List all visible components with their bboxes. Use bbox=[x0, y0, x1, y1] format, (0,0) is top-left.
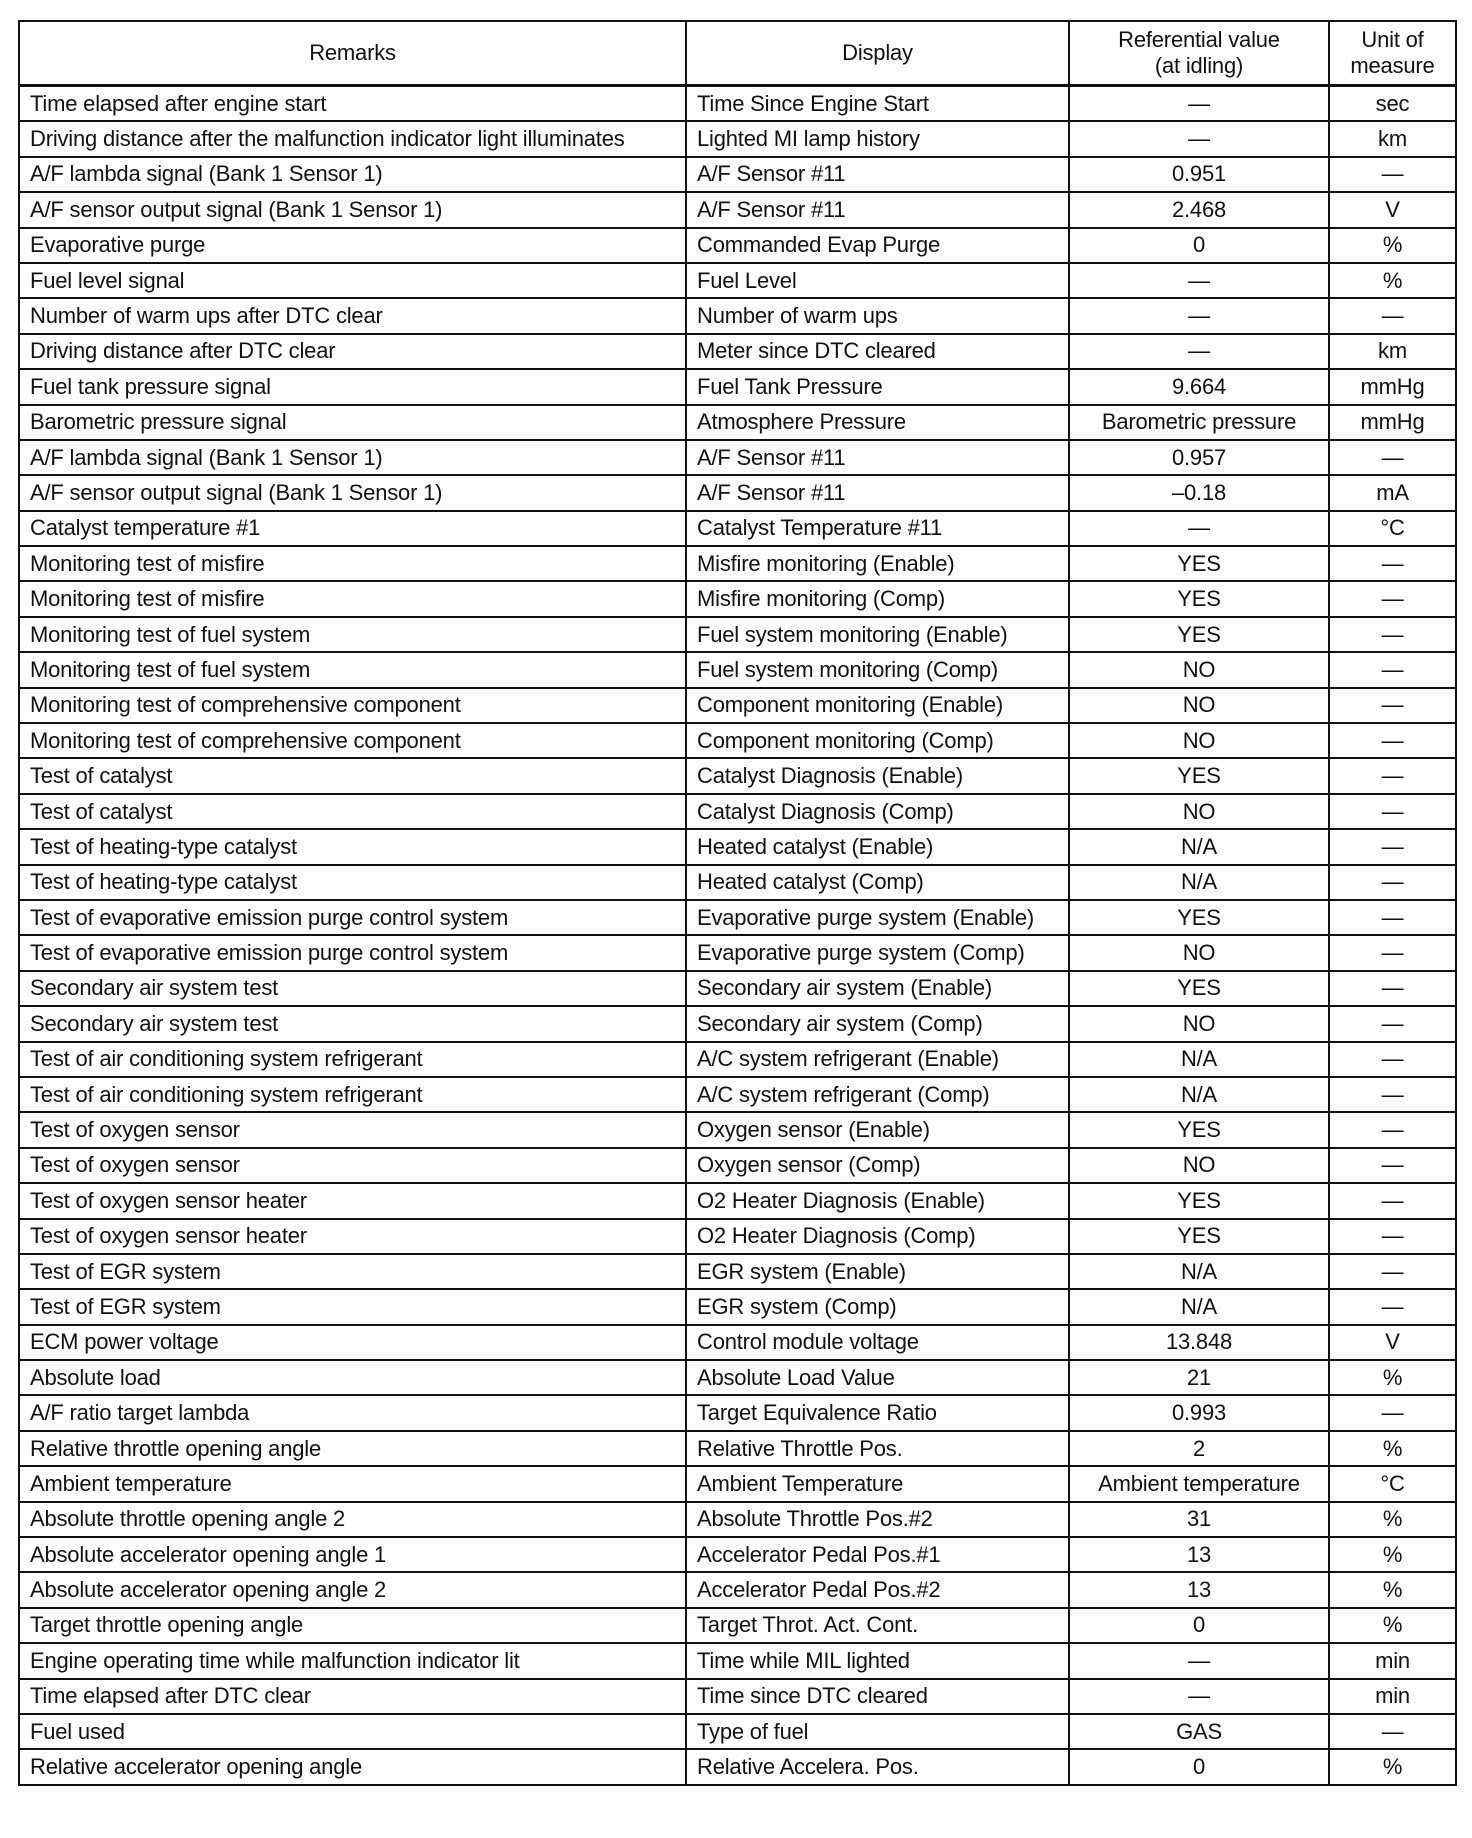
display-cell: Meter since DTC cleared bbox=[686, 334, 1069, 369]
unit-cell: — bbox=[1329, 546, 1456, 581]
unit-cell: % bbox=[1329, 1572, 1456, 1607]
display-cell: Secondary air system (Enable) bbox=[686, 971, 1069, 1006]
table-row bbox=[19, 298, 1456, 333]
unit-cell: — bbox=[1329, 1077, 1456, 1112]
unit-cell: — bbox=[1329, 1219, 1456, 1254]
referential-value-cell: N/A bbox=[1069, 1077, 1329, 1112]
table-row bbox=[19, 1537, 1456, 1572]
table-row bbox=[19, 1183, 1456, 1218]
referential-value-cell: GAS bbox=[1069, 1714, 1329, 1749]
table-row bbox=[19, 1042, 1456, 1077]
display-cell: Accelerator Pedal Pos.#2 bbox=[686, 1572, 1069, 1607]
table-row bbox=[19, 1219, 1456, 1254]
referential-value-cell: NO bbox=[1069, 688, 1329, 723]
display-cell: A/F Sensor #11 bbox=[686, 192, 1069, 227]
table-row bbox=[19, 1077, 1456, 1112]
remarks-cell: Monitoring test of misfire bbox=[19, 581, 686, 616]
referential-value-cell: 0.951 bbox=[1069, 157, 1329, 192]
display-cell: Commanded Evap Purge bbox=[686, 228, 1069, 263]
table-row bbox=[19, 971, 1456, 1006]
table-row bbox=[19, 1395, 1456, 1430]
display-cell: EGR system (Enable) bbox=[686, 1254, 1069, 1289]
table-row bbox=[19, 86, 1456, 122]
display-cell: Time Since Engine Start bbox=[686, 86, 1069, 122]
display-cell: Fuel system monitoring (Enable) bbox=[686, 617, 1069, 652]
remarks-cell: Test of air conditioning system refrigerant bbox=[19, 1077, 686, 1112]
table-row bbox=[19, 1643, 1456, 1678]
referential-value-cell: NO bbox=[1069, 1006, 1329, 1041]
unit-cell: — bbox=[1329, 971, 1456, 1006]
referential-value-cell: NO bbox=[1069, 1148, 1329, 1183]
parameter-table bbox=[18, 20, 1457, 1786]
unit-cell: — bbox=[1329, 1042, 1456, 1077]
referential-value-cell: YES bbox=[1069, 1219, 1329, 1254]
display-cell: A/C system refrigerant (Enable) bbox=[686, 1042, 1069, 1077]
table-row bbox=[19, 1325, 1456, 1360]
table-row bbox=[19, 688, 1456, 723]
table-row bbox=[19, 1679, 1456, 1714]
header-remarks: Remarks bbox=[19, 21, 686, 86]
display-cell: Oxygen sensor (Enable) bbox=[686, 1112, 1069, 1147]
table-row bbox=[19, 794, 1456, 829]
display-cell: A/F Sensor #11 bbox=[686, 440, 1069, 475]
remarks-cell: Secondary air system test bbox=[19, 1006, 686, 1041]
display-cell: Accelerator Pedal Pos.#1 bbox=[686, 1537, 1069, 1572]
referential-value-cell: 2.468 bbox=[1069, 192, 1329, 227]
unit-cell: % bbox=[1329, 1502, 1456, 1537]
unit-cell: — bbox=[1329, 157, 1456, 192]
header-unit-line2: measure bbox=[1350, 53, 1435, 78]
unit-cell: km bbox=[1329, 121, 1456, 156]
unit-cell: sec bbox=[1329, 86, 1456, 122]
header-ref-line1: Referential value bbox=[1118, 27, 1280, 52]
referential-value-cell: 2 bbox=[1069, 1431, 1329, 1466]
header-referential-value bbox=[1069, 21, 1329, 86]
table-row bbox=[19, 1608, 1456, 1643]
table-row bbox=[19, 935, 1456, 970]
remarks-cell: Test of catalyst bbox=[19, 794, 686, 829]
remarks-cell: Monitoring test of fuel system bbox=[19, 652, 686, 687]
unit-cell: min bbox=[1329, 1679, 1456, 1714]
table-row bbox=[19, 865, 1456, 900]
table-row bbox=[19, 617, 1456, 652]
referential-value-cell: YES bbox=[1069, 617, 1329, 652]
remarks-cell: A/F lambda signal (Bank 1 Sensor 1) bbox=[19, 440, 686, 475]
display-cell: Fuel Level bbox=[686, 263, 1069, 298]
referential-value-cell: N/A bbox=[1069, 1254, 1329, 1289]
referential-value-cell: NO bbox=[1069, 935, 1329, 970]
table-row bbox=[19, 405, 1456, 440]
table-row bbox=[19, 1431, 1456, 1466]
display-cell: Control module voltage bbox=[686, 1325, 1069, 1360]
unit-cell: — bbox=[1329, 1148, 1456, 1183]
display-cell: Heated catalyst (Comp) bbox=[686, 865, 1069, 900]
remarks-cell: Test of heating-type catalyst bbox=[19, 829, 686, 864]
remarks-cell: Driving distance after the malfunction indicator light illuminates bbox=[19, 121, 686, 156]
display-cell: Heated catalyst (Enable) bbox=[686, 829, 1069, 864]
unit-cell: % bbox=[1329, 1431, 1456, 1466]
referential-value-cell: — bbox=[1069, 1679, 1329, 1714]
table-row bbox=[19, 334, 1456, 369]
remarks-cell: Number of warm ups after DTC clear bbox=[19, 298, 686, 333]
referential-value-cell: NO bbox=[1069, 723, 1329, 758]
table-row bbox=[19, 1254, 1456, 1289]
referential-value-cell: — bbox=[1069, 334, 1329, 369]
display-cell: Target Equivalence Ratio bbox=[686, 1395, 1069, 1430]
remarks-cell: A/F sensor output signal (Bank 1 Sensor 1) bbox=[19, 192, 686, 227]
unit-cell: mmHg bbox=[1329, 369, 1456, 404]
unit-cell: — bbox=[1329, 652, 1456, 687]
referential-value-cell: N/A bbox=[1069, 829, 1329, 864]
display-cell: Time since DTC cleared bbox=[686, 1679, 1069, 1714]
remarks-cell: A/F sensor output signal (Bank 1 Sensor 1) bbox=[19, 475, 686, 510]
remarks-cell: Test of oxygen sensor heater bbox=[19, 1219, 686, 1254]
remarks-cell: Test of air conditioning system refrigerant bbox=[19, 1042, 686, 1077]
unit-cell: — bbox=[1329, 865, 1456, 900]
display-cell: Type of fuel bbox=[686, 1714, 1069, 1749]
referential-value-cell: YES bbox=[1069, 971, 1329, 1006]
table-row bbox=[19, 1749, 1456, 1784]
table-row bbox=[19, 1112, 1456, 1147]
referential-value-cell: Barometric pressure bbox=[1069, 405, 1329, 440]
display-cell: Relative Accelera. Pos. bbox=[686, 1749, 1069, 1784]
display-cell: Absolute Throttle Pos.#2 bbox=[686, 1502, 1069, 1537]
display-cell: A/C system refrigerant (Comp) bbox=[686, 1077, 1069, 1112]
table-row bbox=[19, 1466, 1456, 1501]
header-unit bbox=[1329, 21, 1456, 86]
unit-cell: — bbox=[1329, 1183, 1456, 1218]
remarks-cell: Monitoring test of comprehensive component bbox=[19, 723, 686, 758]
referential-value-cell: NO bbox=[1069, 652, 1329, 687]
unit-cell: % bbox=[1329, 263, 1456, 298]
remarks-cell: Secondary air system test bbox=[19, 971, 686, 1006]
remarks-cell: Test of catalyst bbox=[19, 758, 686, 793]
unit-cell: V bbox=[1329, 1325, 1456, 1360]
referential-value-cell: 9.664 bbox=[1069, 369, 1329, 404]
unit-cell: — bbox=[1329, 298, 1456, 333]
unit-cell: mA bbox=[1329, 475, 1456, 510]
referential-value-cell: 13 bbox=[1069, 1537, 1329, 1572]
referential-value-cell: 0.957 bbox=[1069, 440, 1329, 475]
unit-cell: — bbox=[1329, 900, 1456, 935]
remarks-cell: Fuel level signal bbox=[19, 263, 686, 298]
remarks-cell: Target throttle opening angle bbox=[19, 1608, 686, 1643]
unit-cell: mmHg bbox=[1329, 405, 1456, 440]
unit-cell: % bbox=[1329, 228, 1456, 263]
unit-cell: — bbox=[1329, 617, 1456, 652]
unit-cell: — bbox=[1329, 1254, 1456, 1289]
referential-value-cell: YES bbox=[1069, 546, 1329, 581]
remarks-cell: Test of heating-type catalyst bbox=[19, 865, 686, 900]
display-cell: Evaporative purge system (Enable) bbox=[686, 900, 1069, 935]
table-row bbox=[19, 1289, 1456, 1324]
table-row bbox=[19, 511, 1456, 546]
unit-cell: % bbox=[1329, 1749, 1456, 1784]
remarks-cell: ECM power voltage bbox=[19, 1325, 686, 1360]
remarks-cell: Time elapsed after engine start bbox=[19, 86, 686, 122]
referential-value-cell: N/A bbox=[1069, 1042, 1329, 1077]
referential-value-cell: — bbox=[1069, 121, 1329, 156]
referential-value-cell: — bbox=[1069, 298, 1329, 333]
remarks-cell: Absolute accelerator opening angle 2 bbox=[19, 1572, 686, 1607]
referential-value-cell: 0 bbox=[1069, 1608, 1329, 1643]
display-cell: Oxygen sensor (Comp) bbox=[686, 1148, 1069, 1183]
table-row bbox=[19, 1360, 1456, 1395]
remarks-cell: Barometric pressure signal bbox=[19, 405, 686, 440]
table-row bbox=[19, 1148, 1456, 1183]
referential-value-cell: 0 bbox=[1069, 228, 1329, 263]
unit-cell: — bbox=[1329, 688, 1456, 723]
unit-cell: — bbox=[1329, 1006, 1456, 1041]
table-row bbox=[19, 263, 1456, 298]
referential-value-cell: 0 bbox=[1069, 1749, 1329, 1784]
table-row bbox=[19, 369, 1456, 404]
referential-value-cell: YES bbox=[1069, 758, 1329, 793]
referential-value-cell: 13 bbox=[1069, 1572, 1329, 1607]
table-row bbox=[19, 723, 1456, 758]
unit-cell: — bbox=[1329, 1289, 1456, 1324]
display-cell: A/F Sensor #11 bbox=[686, 475, 1069, 510]
unit-cell: — bbox=[1329, 829, 1456, 864]
referential-value-cell: — bbox=[1069, 86, 1329, 122]
remarks-cell: Absolute accelerator opening angle 1 bbox=[19, 1537, 686, 1572]
table-row bbox=[19, 475, 1456, 510]
table-row bbox=[19, 157, 1456, 192]
unit-cell: — bbox=[1329, 794, 1456, 829]
referential-value-cell: YES bbox=[1069, 581, 1329, 616]
remarks-cell: Test of oxygen sensor bbox=[19, 1148, 686, 1183]
remarks-cell: Test of evaporative emission purge control system bbox=[19, 900, 686, 935]
table-row bbox=[19, 652, 1456, 687]
referential-value-cell: –0.18 bbox=[1069, 475, 1329, 510]
display-cell: Secondary air system (Comp) bbox=[686, 1006, 1069, 1041]
display-cell: Component monitoring (Enable) bbox=[686, 688, 1069, 723]
table-row bbox=[19, 192, 1456, 227]
referential-value-cell: N/A bbox=[1069, 1289, 1329, 1324]
display-cell: Fuel system monitoring (Comp) bbox=[686, 652, 1069, 687]
display-cell: Catalyst Diagnosis (Enable) bbox=[686, 758, 1069, 793]
unit-cell: — bbox=[1329, 758, 1456, 793]
referential-value-cell: Ambient temperature bbox=[1069, 1466, 1329, 1501]
display-cell: Catalyst Diagnosis (Comp) bbox=[686, 794, 1069, 829]
referential-value-cell: N/A bbox=[1069, 865, 1329, 900]
display-cell: A/F Sensor #11 bbox=[686, 157, 1069, 192]
unit-cell: — bbox=[1329, 440, 1456, 475]
display-cell: Lighted MI lamp history bbox=[686, 121, 1069, 156]
display-cell: Misfire monitoring (Enable) bbox=[686, 546, 1069, 581]
table-row bbox=[19, 900, 1456, 935]
table-row bbox=[19, 546, 1456, 581]
table-row bbox=[19, 1572, 1456, 1607]
table-row bbox=[19, 1006, 1456, 1041]
unit-cell: km bbox=[1329, 334, 1456, 369]
remarks-cell: Test of oxygen sensor heater bbox=[19, 1183, 686, 1218]
unit-cell: °C bbox=[1329, 1466, 1456, 1501]
remarks-cell: Ambient temperature bbox=[19, 1466, 686, 1501]
header-row bbox=[19, 21, 1456, 86]
display-cell: Ambient Temperature bbox=[686, 1466, 1069, 1501]
remarks-cell: Absolute throttle opening angle 2 bbox=[19, 1502, 686, 1537]
referential-value-cell: YES bbox=[1069, 1183, 1329, 1218]
remarks-cell: Relative accelerator opening angle bbox=[19, 1749, 686, 1784]
unit-cell: % bbox=[1329, 1537, 1456, 1572]
table-row bbox=[19, 440, 1456, 475]
display-cell: Absolute Load Value bbox=[686, 1360, 1069, 1395]
unit-cell: min bbox=[1329, 1643, 1456, 1678]
unit-cell: — bbox=[1329, 581, 1456, 616]
remarks-cell: A/F ratio target lambda bbox=[19, 1395, 686, 1430]
remarks-cell: Test of evaporative emission purge control system bbox=[19, 935, 686, 970]
display-cell: Evaporative purge system (Comp) bbox=[686, 935, 1069, 970]
unit-cell: — bbox=[1329, 1395, 1456, 1430]
table-row bbox=[19, 1502, 1456, 1537]
remarks-cell: Monitoring test of misfire bbox=[19, 546, 686, 581]
referential-value-cell: 21 bbox=[1069, 1360, 1329, 1395]
remarks-cell: Driving distance after DTC clear bbox=[19, 334, 686, 369]
display-cell: Target Throt. Act. Cont. bbox=[686, 1608, 1069, 1643]
table-row bbox=[19, 581, 1456, 616]
display-cell: O2 Heater Diagnosis (Comp) bbox=[686, 1219, 1069, 1254]
unit-cell: °C bbox=[1329, 511, 1456, 546]
remarks-cell: Catalyst temperature #1 bbox=[19, 511, 686, 546]
display-cell: Number of warm ups bbox=[686, 298, 1069, 333]
remarks-cell: Test of EGR system bbox=[19, 1289, 686, 1324]
remarks-cell: Fuel tank pressure signal bbox=[19, 369, 686, 404]
remarks-cell: Evaporative purge bbox=[19, 228, 686, 263]
referential-value-cell: YES bbox=[1069, 1112, 1329, 1147]
display-cell: Time while MIL lighted bbox=[686, 1643, 1069, 1678]
remarks-cell: Absolute load bbox=[19, 1360, 686, 1395]
display-cell: Fuel Tank Pressure bbox=[686, 369, 1069, 404]
header-ref-line2: (at idling) bbox=[1154, 53, 1244, 78]
table-row bbox=[19, 121, 1456, 156]
display-cell: Catalyst Temperature #11 bbox=[686, 511, 1069, 546]
table-row bbox=[19, 758, 1456, 793]
display-cell: Relative Throttle Pos. bbox=[686, 1431, 1069, 1466]
remarks-cell: Fuel used bbox=[19, 1714, 686, 1749]
header-unit-line1: Unit of bbox=[1361, 27, 1424, 52]
remarks-cell: Monitoring test of comprehensive component bbox=[19, 688, 686, 723]
unit-cell: — bbox=[1329, 723, 1456, 758]
remarks-cell: Test of oxygen sensor bbox=[19, 1112, 686, 1147]
referential-value-cell: 0.993 bbox=[1069, 1395, 1329, 1430]
remarks-cell: Engine operating time while malfunction indicator lit bbox=[19, 1643, 686, 1678]
referential-value-cell: — bbox=[1069, 1643, 1329, 1678]
referential-value-cell: — bbox=[1069, 263, 1329, 298]
unit-cell: — bbox=[1329, 935, 1456, 970]
display-cell: Misfire monitoring (Comp) bbox=[686, 581, 1069, 616]
unit-cell: % bbox=[1329, 1608, 1456, 1643]
unit-cell: % bbox=[1329, 1360, 1456, 1395]
remarks-cell: Monitoring test of fuel system bbox=[19, 617, 686, 652]
display-cell: Component monitoring (Comp) bbox=[686, 723, 1069, 758]
table-row bbox=[19, 1714, 1456, 1749]
unit-cell: V bbox=[1329, 192, 1456, 227]
remarks-cell: Test of EGR system bbox=[19, 1254, 686, 1289]
referential-value-cell: — bbox=[1069, 511, 1329, 546]
table-row bbox=[19, 829, 1456, 864]
table-row bbox=[19, 228, 1456, 263]
remarks-cell: A/F lambda signal (Bank 1 Sensor 1) bbox=[19, 157, 686, 192]
unit-cell: — bbox=[1329, 1112, 1456, 1147]
header-display: Display bbox=[686, 21, 1069, 86]
referential-value-cell: 13.848 bbox=[1069, 1325, 1329, 1360]
referential-value-cell: 31 bbox=[1069, 1502, 1329, 1537]
referential-value-cell: NO bbox=[1069, 794, 1329, 829]
unit-cell: — bbox=[1329, 1714, 1456, 1749]
referential-value-cell: YES bbox=[1069, 900, 1329, 935]
display-cell: EGR system (Comp) bbox=[686, 1289, 1069, 1324]
display-cell: O2 Heater Diagnosis (Enable) bbox=[686, 1183, 1069, 1218]
display-cell: Atmosphere Pressure bbox=[686, 405, 1069, 440]
remarks-cell: Relative throttle opening angle bbox=[19, 1431, 686, 1466]
remarks-cell: Time elapsed after DTC clear bbox=[19, 1679, 686, 1714]
